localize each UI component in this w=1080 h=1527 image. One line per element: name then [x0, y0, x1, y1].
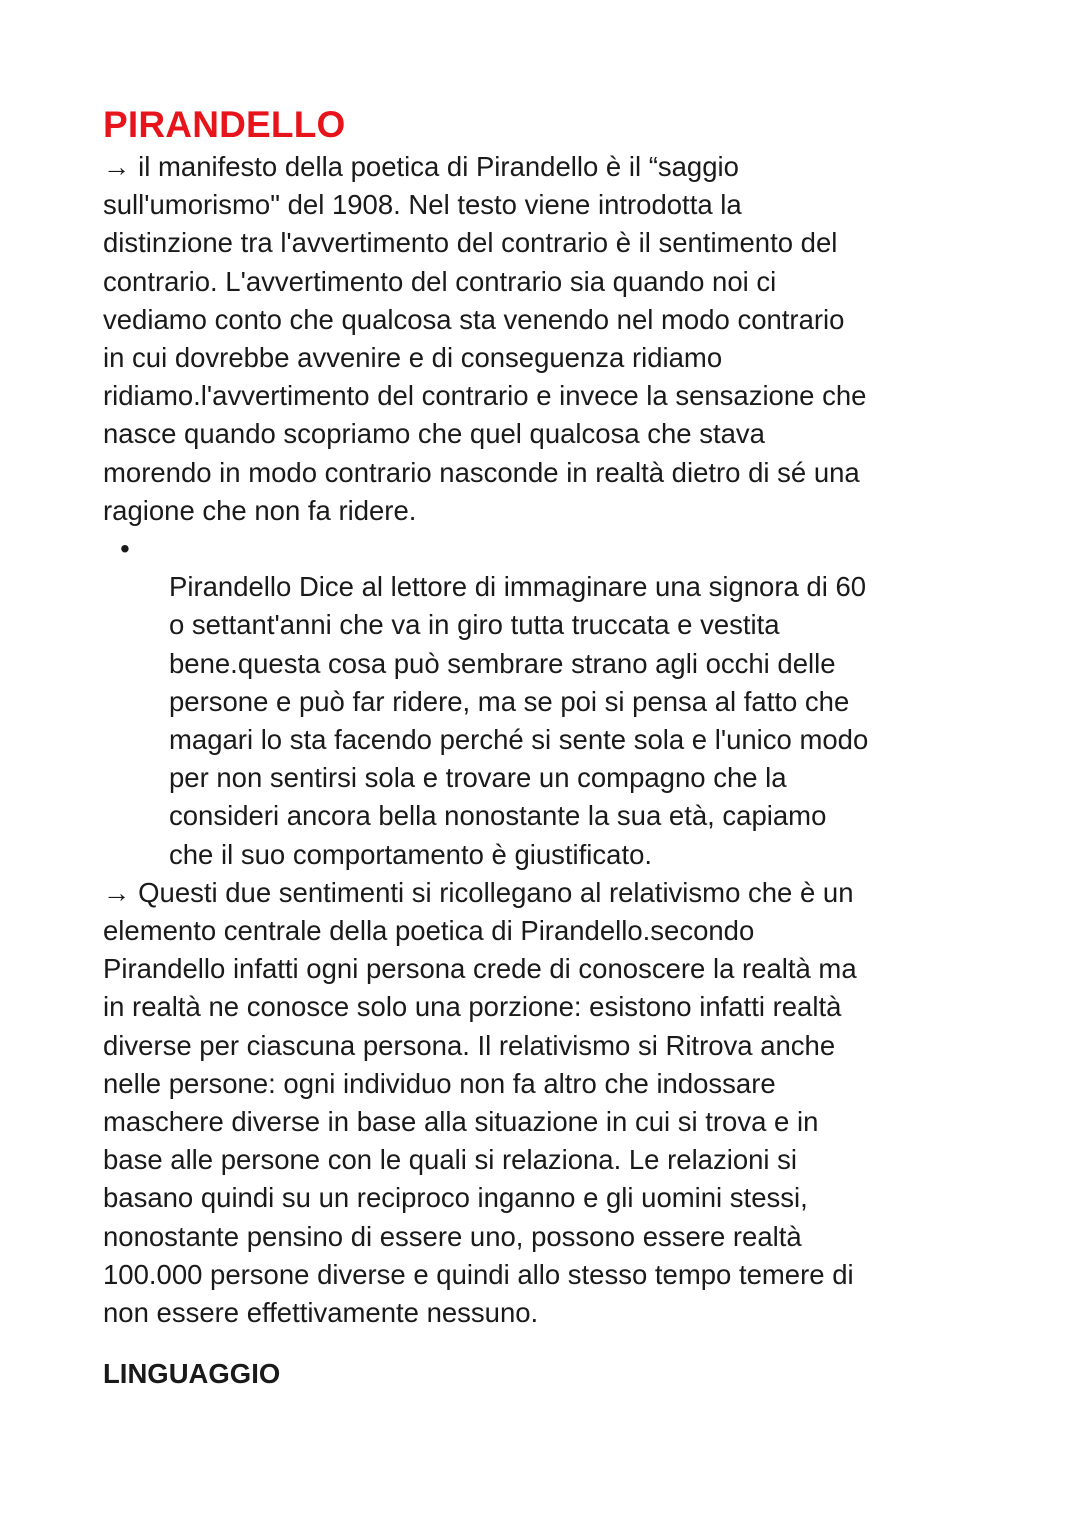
section-heading: LINGUAGGIO — [103, 1358, 281, 1390]
document-page — [103, 104, 983, 1393]
page-title: PIRANDELLO — [103, 104, 346, 145]
intro-paragraph: → il manifesto della poetica di Pirandello è il “saggio sull'umorismo" del 1908. Nel testo viene introdotta la distinzione tra l'avvertimento del contrario è il sentimento del contrario. L'avvertimento del contrario sia quando noi ci vediamo conto che qualcosa sta venendo nel modo contrario in cui dovrebbe avvenire e di conseguenza ridiamo ridiamo.l'avvertimento del contrario e invece la sensazione che nasce quando scopriamo che quel qualcosa che stava morendo in modo contrario nasconde in realtà dietro di sé una ragione che non fa ridere. — [103, 151, 867, 526]
list-item — [103, 530, 983, 874]
bullet-list — [103, 530, 983, 874]
list-item-text: Pirandello Dice al lettore di immaginare una signora di 60 o settant'anni che va in giro tutta truccata e vestita bene.questa cosa può sembrare strano agli occhi delle persone e può far ridere, ma se poi si pensa al fatto che magari lo sta facendo perché si sente sola e l'unico modo per non sentirsi sola e trovare un compagno che la consideri ancora bella nonostante la sua età, capiamo che il suo comportamento è giustificato. — [169, 571, 869, 870]
bullet-icon: • — [120, 533, 130, 565]
relativism-paragraph: → Questi due sentimenti si ricollegano al relativismo che è un elemento centrale della poetica di Pirandello.secondo Pirandello infatti ogni persona crede di conoscere la realtà ma in realtà ne conosce solo una porzione: esistono infatti realtà diverse per ciascuna persona. Il relativismo si Ritrova anche nelle persone: ogni individuo non fa altro che indossare maschere diverse in base alla situazione in cui si trova e in base alle persone con le quali si relaziona. Le relazioni si basano quindi su un reciproco inganno e gli uomini stessi, nonostante pensino di essere uno, possono essere realtà 100.000 persone diverse e quindi allo stesso tempo temere di non essere effettivamente nessuno. — [103, 876, 857, 1329]
